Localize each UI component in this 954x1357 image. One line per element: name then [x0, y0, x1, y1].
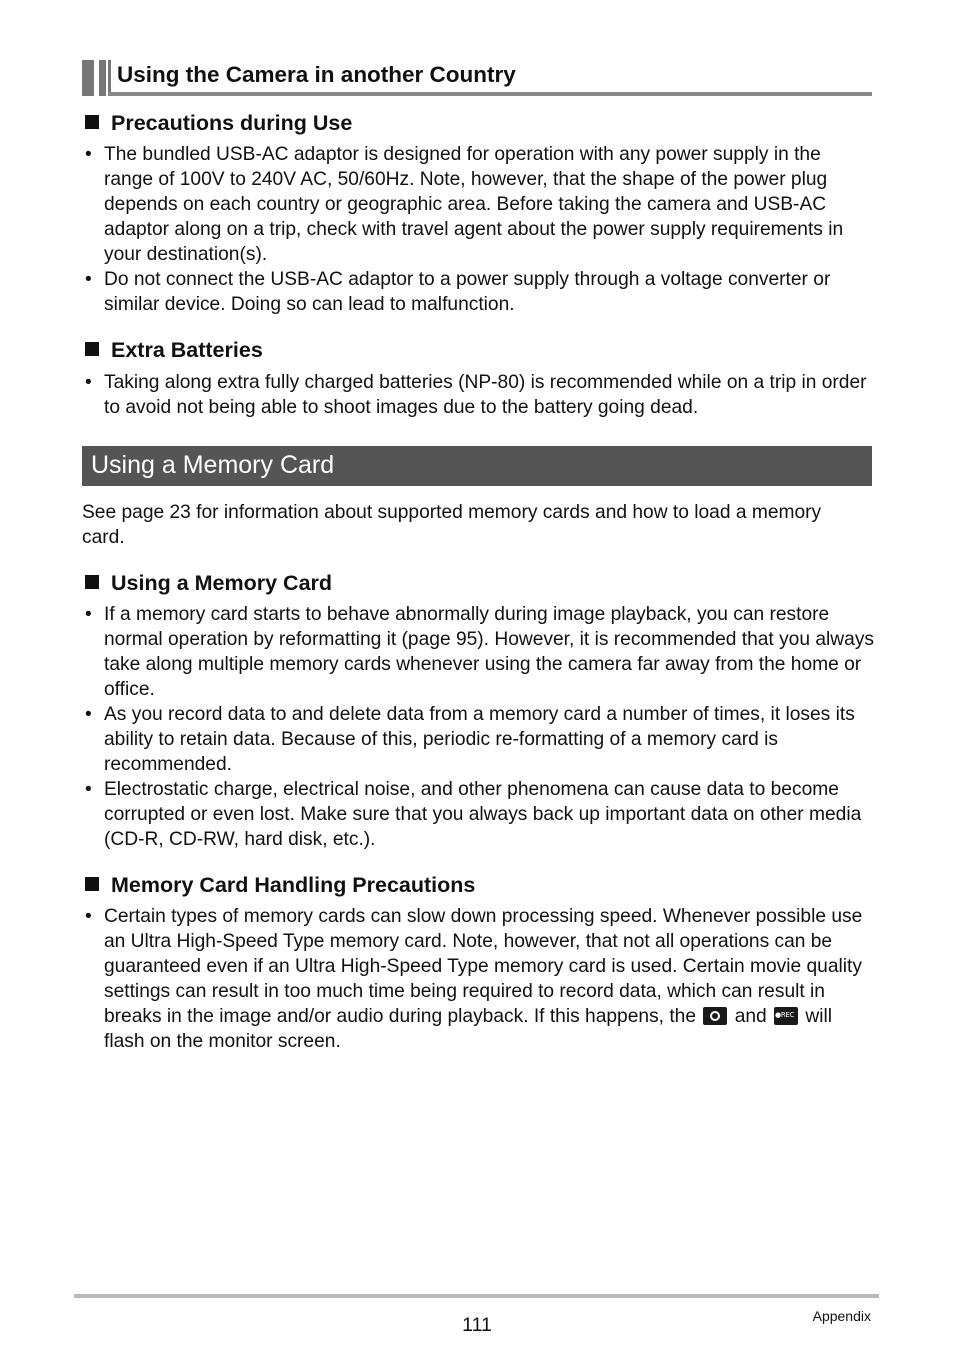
list-item-text: Electrostatic charge, electrical noise, and other phenomena can cause data to become corrupted or even lost. Make sure that you always back up important data on other media (CD-R, CD-RW, hard disk, etc.). — [104, 779, 862, 850]
bullet-dot: • — [85, 604, 92, 625]
bullet-dot: • — [85, 144, 92, 165]
header-decor-bar — [108, 60, 111, 96]
subheading-handling-precautions — [85, 873, 475, 898]
rec-icon — [774, 1007, 798, 1025]
header-decor-bar — [99, 60, 106, 96]
section-title: Using a Memory Card — [91, 451, 335, 479]
subheading-using-memory-card — [85, 571, 332, 596]
subheading-text: Memory Card Handling Precautions — [111, 873, 476, 897]
list-item — [85, 904, 875, 1054]
intro-paragraph: See page 23 for information about supported memory cards and how to load a memory card. — [82, 502, 822, 548]
bullet-dot: • — [85, 906, 92, 927]
subheading-text: Precautions during Use — [111, 111, 353, 135]
bullet-dot: • — [85, 779, 92, 800]
list-item — [85, 777, 875, 852]
list-item — [85, 142, 875, 267]
list-item — [85, 702, 875, 777]
list-item-text: Taking along extra fully charged batteries (NP-80) is recommended while on a trip in order to avoid not being able to shoot images due to the battery going dead. — [104, 372, 867, 418]
list-item — [85, 602, 875, 702]
batteries-list — [85, 370, 875, 420]
movie-camera-icon — [703, 1007, 727, 1025]
section-header-memory-card — [82, 446, 872, 486]
bullet-dot: • — [85, 704, 92, 725]
square-bullet-icon — [85, 342, 99, 356]
handling-list — [85, 904, 875, 1054]
list-item-text-part: will flash on the monitor screen. — [104, 1006, 833, 1052]
bullet-dot: • — [85, 269, 92, 290]
header-decor-bar — [82, 60, 94, 96]
precautions-list — [85, 142, 875, 317]
using-memory-card-list — [85, 602, 875, 852]
subheading-batteries — [85, 338, 263, 363]
list-item-text: As you record data to and delete data from a memory card a number of times, it loses its ability to retain data. Because of this, periodic re-formatting of a memory card is recommended. — [104, 704, 855, 775]
square-bullet-icon — [85, 877, 99, 891]
header-underline — [108, 92, 872, 96]
subheading-text: Using a Memory Card — [111, 571, 333, 595]
list-item-text-part: Certain types of memory cards can slow down processing speed. Whenever possible use an Ultra High-Speed Type memory card. Note, however, that not all operations can be guaranteed even if an Ultra High-Speed Type memory card is used. Certain movie quality settings can result in too much time being required to record data, which can result in breaks in the image and/or audio during playback. If this happens, the — [104, 906, 863, 1027]
list-item-text-part: and — [734, 1006, 767, 1027]
list-item — [85, 267, 875, 317]
square-bullet-icon — [85, 115, 99, 129]
footer-divider — [74, 1294, 879, 1298]
bullet-dot: • — [85, 372, 92, 393]
footer-section-label: Appendix — [812, 1308, 871, 1324]
square-bullet-icon — [85, 575, 99, 589]
list-item-text: Do not connect the USB-AC adaptor to a power supply through a voltage converter or similar device. Doing so can lead to malfunction. — [104, 269, 831, 315]
list-item — [85, 370, 875, 420]
subheading-text: Extra Batteries — [111, 338, 263, 362]
list-item-text — [104, 904, 875, 1054]
list-item-text: The bundled USB-AC adaptor is designed for operation with any power supply in the range of 100V to 240V AC, 50/60Hz. Note, however, that the shape of the power plug depends on each country or geographic area. Before taking the camera and USB-AC adaptor along on a trip, check with travel agent about the power supply requirements in your destination(s). — [104, 144, 844, 265]
page-number: 111 — [462, 1314, 492, 1336]
section-header-country — [82, 58, 872, 98]
list-item-text: If a memory card starts to behave abnormally during image playback, you can restore normal operation by reformatting it (page 95). However, it is recommended that you always take along multiple memory cards whenever using the camera far away from the home or office. — [104, 604, 875, 700]
section-title: Using the Camera in another Country — [117, 62, 516, 87]
subheading-precautions — [85, 111, 352, 136]
